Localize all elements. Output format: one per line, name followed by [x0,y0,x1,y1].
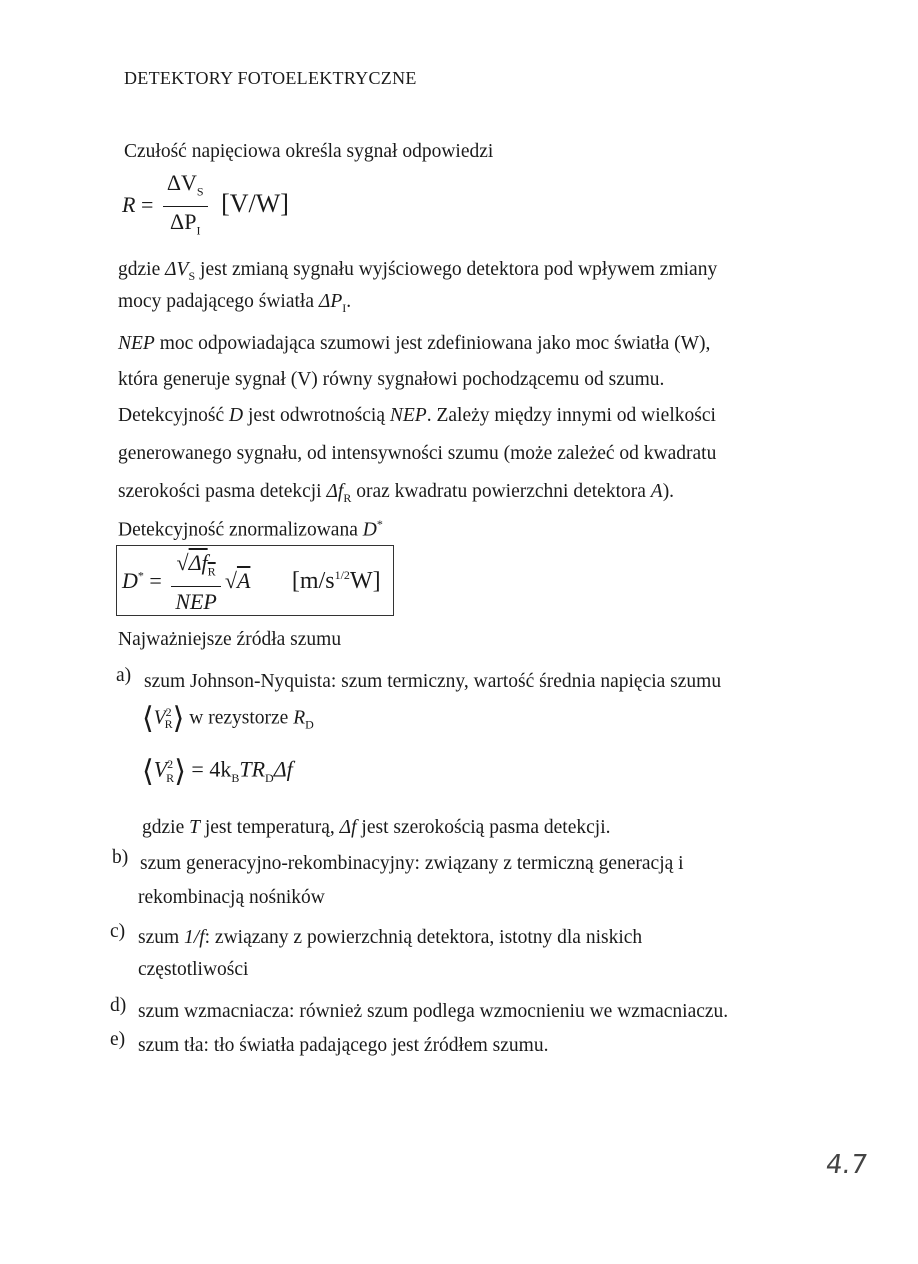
para3-symbol-dstar: D [362,519,377,541]
item-d-line1: szum wzmacniacza: również szum podlega wzmocnieniu we wzmacniaczu. [138,1001,729,1022]
para1-text-c: mocy padającego światła [118,291,319,312]
item-d-marker: d) [110,995,127,1016]
para3-symbol-nep: NEP [389,405,427,426]
item-c-line2: częstotliwości [138,959,249,980]
eq-d-num: Δf [188,550,208,575]
item-a-line2: $⟨V^2_R⟩$ w rezystorze $R_D$ [142,702,314,736]
para2-symbol: NEP [118,333,155,354]
eq-r-den-sub: I [196,223,201,238]
eq-d-num-sub: R [207,564,216,579]
para1-text-b: jest zmianą sygnału wyjściowego detektora pod wpływem zmiany [195,259,718,280]
para1-line1 [118,258,717,288]
eq-d-mult: A [236,567,251,593]
eq-d-lhs-sup: * [137,568,144,583]
para3-text-g: Detekcyjność znormalizowana [118,519,363,541]
eq-d-lhs: D [122,567,138,593]
item-a-eq-mid: TR [239,756,266,782]
item-a-line3 [142,816,611,840]
item-a-symbol-v-sup: 2 [165,705,172,719]
item-e-line1: szum tła: tło światła padającego jest źródłem szumu. [138,1035,549,1056]
eq-r-unit: [V/W] [221,188,289,218]
para3-text-d: szerokości pasma detekcji [118,481,327,502]
para3-line4 [118,512,383,543]
para3-line2: generowanego sygnału, od intensywności szumu (może zależeć od kwadratu [118,443,717,464]
item-a-text-b: gdzie [142,817,190,838]
para3-text-e: oraz kwadratu powierzchni detektora [351,481,651,502]
item-a-marker: a) [116,665,132,686]
para3-text-b: jest odwrotnością [243,405,390,426]
equation-responsivity: R = $\frac{\Delta V_S}{\Delta P_I}$ [V/W] [122,168,289,246]
para3-symbol-df: Δf [326,481,344,502]
item-a-eq-v-sup: 2 [167,757,174,772]
para1-symbol-sub: S [188,268,196,283]
para1-text-a: gdzie [118,259,166,280]
item-e-marker: e) [110,1029,126,1050]
item-a-symbol-v-sub: R [164,717,173,732]
item-c-symbol: 1/f [184,927,205,948]
para1-symbol: ΔV [165,259,189,280]
para3-symbol-df-sub: R [343,490,352,505]
para3-text-a: Detekcyjność [118,405,230,426]
para1-text-d: . [346,291,352,312]
para2-line1 [118,332,710,356]
para3-text-c: . Zależy między innymi od wielkości [426,405,716,426]
item-b-line1: szum generacyjno-rekombinacyjny: związany z termiczną generacją i [140,853,684,874]
para1-symbol-2-sub: I [342,300,347,315]
item-a-equation: $⟨V^2_R⟩ = 4k_BTR_D\Delta f$ [142,755,293,788]
para2-text-a: moc odpowiadająca szumowi jest zdefiniowana jako moc światła (W), [154,333,711,354]
eq-d-unit-b: W [349,567,373,594]
eq-r-den: ΔP [170,209,197,235]
eq-r-lhs: R [122,191,136,217]
item-a-symbol-v: V [153,707,166,729]
item-c-text-a: szum [138,927,185,948]
item-a-eq-end: Δf [273,756,293,782]
item-a-eq-sub1: B [231,770,240,785]
para3-line1 [118,404,716,428]
item-a-eq-sub2: D [265,770,274,785]
para1-line2 [118,290,351,320]
eq-d-unit-sup: 1/2 [334,567,350,582]
eq-d-unit: $[m/s^{1/2}W]$ [291,567,381,594]
eq-d-den: NEP [175,589,217,615]
item-a-symbol-r-sub: D [305,717,314,732]
page-number-handwritten: 4.7 [823,1150,870,1180]
running-header [124,68,417,89]
para3-symbol-d: D [229,405,244,426]
item-a-text-d: jest szerokością pasma detekcji. [356,817,611,838]
para3-symbol-dstar-sup: * [376,517,383,531]
eq-r-fraction [163,168,208,246]
item-a-symbol-r: R [293,707,306,729]
para2-line2: która generuje sygnał (V) równy sygnałowi pochodzącemu od szumu. [118,369,665,390]
item-a-eq-v: V [153,756,168,782]
eq-d-unit-a: m/s [299,567,335,594]
item-a-line1: szum Johnson-Nyquista: szum termiczny, wartość średnia napięcia szumu [144,671,722,692]
header-title: DETEKTORY FOTOELEKTRYCZNE [124,68,417,88]
eq-r-num-sub: S [196,184,204,199]
eq-d-fraction: $\frac{√\Delta f_R}{\text{NEP}}$ [171,548,221,617]
eq-r-num: ΔV [166,170,197,195]
item-a-eq-rhs: = 4k [191,756,232,782]
item-a-text: w rezystorze [184,707,294,729]
noise-heading: Najważniejsze źródła szumu [118,629,342,650]
para3-text-f: ). [662,481,675,502]
item-c-marker: c) [110,921,126,942]
item-b-line2: rekombinacją nośników [138,887,325,908]
item-a-symbol-df: Δf [339,817,357,838]
item-c-text-b: : związany z powierzchnią detektora, istotny dla niskich [204,927,643,948]
para3-symbol-a: A [650,481,663,502]
item-b-marker: b) [112,847,129,868]
item-a-symbol-t: T [189,817,200,838]
item-a-text-c: jest temperaturą, [199,817,340,838]
equation-detectivity: D* = $\frac{√\Delta f_R}{\text{NEP}}$ √A $[m/s^{1/2}W]$ [122,548,381,617]
item-a-eq-v-sub: R [166,770,175,785]
para3-line3 [118,480,674,510]
intro-line: Czułość napięciowa określa sygnał odpowiedzi [124,141,494,162]
item-c-line1 [138,926,642,950]
para1-symbol-2: ΔP [318,291,343,312]
